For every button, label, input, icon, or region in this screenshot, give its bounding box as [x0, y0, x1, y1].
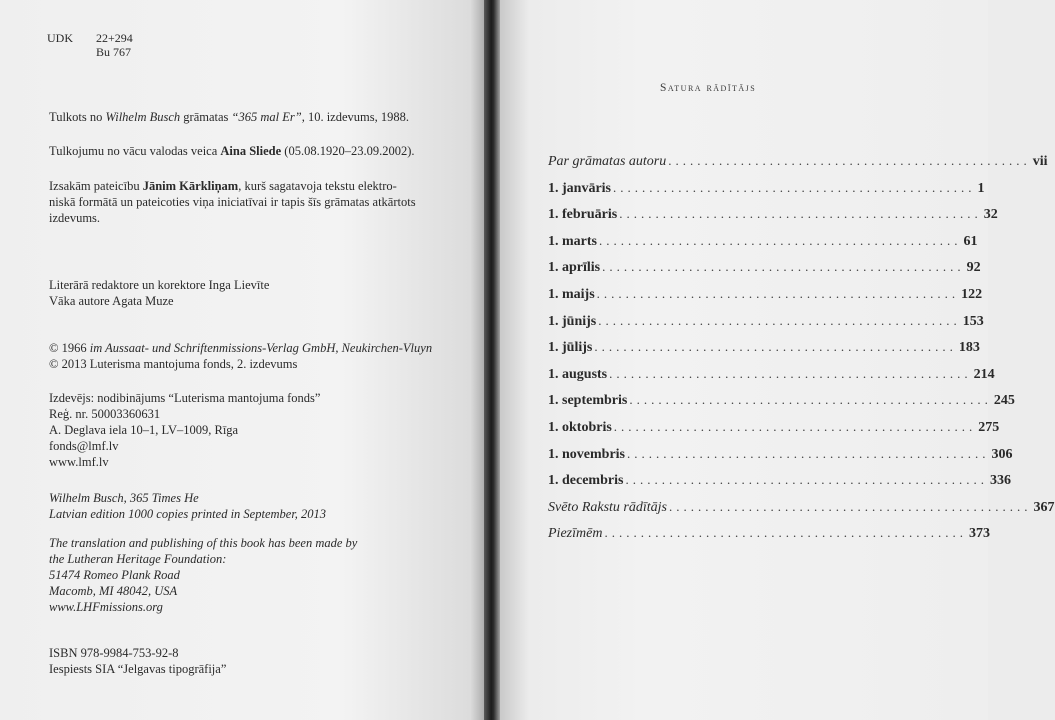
toc-entry-page: 373	[968, 526, 990, 542]
toc-entry-label: 1. februāris	[548, 207, 618, 223]
translation-source	[49, 110, 409, 125]
thanks-rest: , kurš sagatavoja tekstu elektro-	[238, 179, 397, 193]
toc-entry	[548, 153, 1048, 180]
toc-leader-dots: ..................................................	[613, 418, 977, 434]
edition-block	[49, 490, 326, 522]
toc-entry-label: 1. jūlijs	[548, 340, 593, 356]
thanks-line-1	[49, 178, 416, 194]
translation-prefix: Tulkots no	[49, 110, 106, 124]
source-title: “365 mal Er”	[231, 110, 302, 124]
toc-entry	[548, 232, 978, 260]
toc-entry	[548, 312, 984, 340]
toc-entry-label: Par grāmatas autoru	[548, 154, 667, 169]
thanks-line-2: niskā formātā un pateicoties viņa iniciatīvai ir tapis šīs grāmatas atkārtots	[49, 195, 416, 209]
toc-entry-label: 1. oktobris	[548, 419, 612, 435]
toc-leader-dots: ..................................................	[602, 259, 965, 275]
toc-entry-page: 1	[977, 180, 985, 196]
udk-value	[96, 31, 133, 59]
toc-entry-page: 306	[991, 446, 1013, 462]
toc-entry-label: 1. decembris	[548, 473, 624, 489]
isbn-block	[49, 645, 226, 677]
printer: Iespiests SIA “Jelgavas tipogrāfija”	[49, 662, 227, 676]
publisher-address: A. Deglava iela 10–1, LV–1009, Rīga	[49, 423, 239, 437]
toc-leader-dots: ..................................................	[668, 153, 1031, 168]
toc-entry	[548, 206, 998, 233]
toc-leader-dots: ..................................................	[599, 232, 962, 248]
toc-entry-label: Piezīmēm	[548, 526, 603, 542]
publisher-name: Izdevējs: nodibinājums “Luterisma mantojuma fonds”	[49, 391, 321, 405]
publisher-block	[49, 390, 320, 470]
registration-number: Reģ. nr. 50003360631	[49, 407, 161, 421]
toc-entry-label: 1. augusts	[548, 366, 608, 382]
toc-entry-page: vii	[1032, 154, 1048, 169]
toc-entry-label: 1. novembris	[548, 446, 625, 462]
toc-entry-page: 92	[966, 260, 981, 276]
copyright-2013: © 2013 Luterisma mantojuma fonds, 2. izdevums	[49, 357, 298, 371]
toc-entry-page: 275	[978, 419, 1000, 435]
toc-leader-dots: ..................................................	[604, 525, 967, 541]
toc-entry	[548, 285, 983, 313]
toc-leader-dots: ..................................................	[629, 392, 992, 408]
cover-line: Vāka autore Agata Muze	[49, 294, 174, 308]
toc-entry	[548, 392, 1015, 419]
toc-entry	[548, 365, 995, 393]
toc-entry-page: 245	[993, 393, 1015, 409]
translation-suffix: , 10. izdevums, 1988.	[301, 110, 409, 124]
udk-label: UDK	[47, 31, 73, 45]
toc-entry	[548, 339, 980, 366]
toc-leader-dots: ..................................................	[609, 365, 972, 381]
translator-line	[49, 144, 415, 159]
toc-entry-page: 122	[961, 286, 983, 302]
translator-name: Aina Sliede	[220, 144, 282, 158]
publisher-email: fonds@lmf.lv	[49, 439, 119, 453]
source-author: Wilhelm Busch	[105, 110, 181, 124]
toc-entry-label: 1. marts	[548, 233, 597, 249]
toc-entry	[548, 179, 985, 207]
thanks-paragraph	[49, 178, 416, 226]
thanks-prefix: Izsakām pateicību	[49, 179, 143, 193]
toc-leader-dots: ..................................................	[669, 498, 1032, 514]
editor-line: Literārā redaktore un korektore Inga Lievīte	[49, 278, 270, 292]
toc-entry-page: 32	[983, 207, 998, 223]
toc-leader-dots: ..................................................	[619, 206, 982, 222]
toc-entry-label: Svēto Rakstu rādītājs	[548, 499, 667, 515]
toc-leader-dots: ..................................................	[627, 445, 990, 461]
udk-code: 22+294	[96, 31, 133, 45]
lhf-line-5: www.LHFmissions.org	[49, 600, 163, 614]
left-page	[0, 0, 490, 720]
edition-line-1: Wilhelm Busch, 365 Times He	[49, 491, 199, 505]
copyright-symbol-year: © 1966	[49, 341, 90, 355]
toc-entry-page: 214	[973, 366, 995, 382]
copyright-holder: im Aussaat- und Schriftenmissions-Verlag GmbH, Neukirchen-Vluyn	[89, 341, 433, 355]
lhf-line-3: 51474 Romeo Plank Road	[49, 568, 180, 582]
toc-entry	[548, 525, 990, 552]
translator-prefix: Tulkojumu no vācu valodas veica	[49, 144, 221, 158]
toc-entry-label: 1. maijs	[548, 286, 595, 302]
udk-author-code: Bu 767	[96, 45, 132, 59]
lhf-line-1: The translation and publishing of this book has been made by	[49, 536, 358, 550]
lhf-line-4: Macomb, MI 48042, USA	[49, 584, 178, 598]
thanks-line-3: izdevums.	[49, 211, 101, 225]
publisher-website: www.lmf.lv	[49, 455, 109, 469]
toc-entry-label: 1. janvāris	[548, 180, 611, 196]
translation-mid: grāmatas	[180, 110, 232, 124]
toc-leader-dots: ..................................................	[598, 312, 961, 328]
toc-leader-dots: ..................................................	[596, 285, 960, 301]
toc-leader-dots: ..................................................	[594, 339, 957, 355]
table-of-contents	[548, 153, 1055, 552]
toc-entry	[548, 259, 981, 286]
toc-entry	[548, 498, 1055, 526]
toc-entry	[548, 418, 1000, 446]
toc-entry-label: 1. septembris	[548, 393, 628, 409]
copyright-block	[49, 340, 432, 372]
lhf-block	[49, 535, 357, 615]
lhf-line-2: the Lutheran Heritage Foundation:	[49, 552, 227, 566]
book-gutter	[484, 0, 500, 720]
toc-entry	[548, 472, 1011, 499]
toc-entry-page: 336	[989, 473, 1011, 489]
toc-entry-page: 61	[963, 233, 978, 249]
toc-entry-label: 1. jūnijs	[548, 313, 597, 329]
credits	[49, 277, 269, 309]
translator-dates: (05.08.1920–23.09.2002).	[281, 144, 415, 158]
toc-leader-dots: ..................................................	[613, 179, 976, 195]
toc-entry-page: 153	[962, 313, 984, 329]
toc-entry-page: 183	[958, 340, 980, 356]
toc-title: Satura rādītājs	[660, 82, 757, 94]
copyright-1966	[49, 340, 432, 356]
thanks-name: Jānim Kārkliņam	[142, 179, 239, 193]
toc-leader-dots: ..................................................	[625, 472, 988, 488]
isbn: ISBN 978-9984-753-92-8	[49, 646, 179, 660]
toc-entry-label: 1. aprīlis	[548, 260, 601, 276]
edition-line-2: Latvian edition 1000 copies printed in September, 2013	[49, 507, 327, 521]
toc-entry	[548, 445, 1013, 473]
toc-entry-page: 367	[1033, 499, 1055, 515]
